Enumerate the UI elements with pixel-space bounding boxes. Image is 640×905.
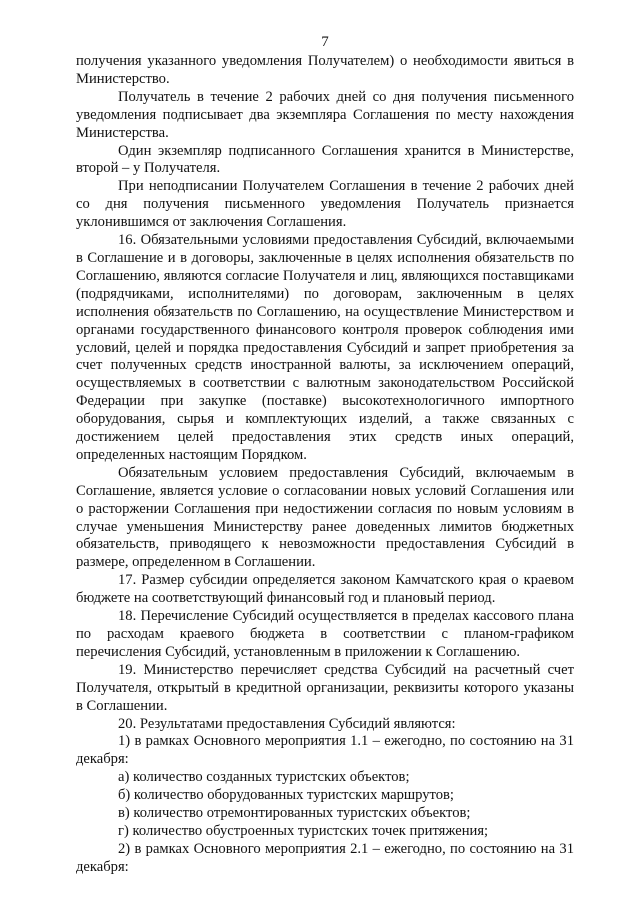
list-item: г) количество обустроенных туристских точек притяжения; <box>118 822 489 839</box>
paragraph: 1) в рамках Основного мероприятия 1.1 – ежегодно, по состоянию на 31 декабря: <box>76 733 574 768</box>
paragraph: 19. Министерство перечисляет средства Субсидий на расчетный счет Получателя, открытый в кредитной организации, реквизиты которого указаны в Соглашении. <box>76 661 574 714</box>
body-text <box>76 53 574 877</box>
paragraph: получения указанного уведомления Получателем) о необходимости явиться в Министерство. <box>76 53 574 87</box>
paragraph: 20. Результатами предоставления Субсидий являются: <box>118 715 456 732</box>
list-item: б) количество оборудованных туристских маршрутов; <box>118 787 454 804</box>
paragraph: При неподписании Получателем Соглашения в течение 2 рабочих дней со дня получения письменного уведомления Получатель признается уклонившимся от заключения Соглашения. <box>76 178 574 231</box>
page-number: 7 <box>321 34 329 50</box>
paragraph: Один экземпляр подписанного Соглашения хранится в Министерстве, второй – у Получателя. <box>76 142 574 177</box>
paragraph: 17. Размер субсидии определяется законом Камчатского края о краевом бюджете на соответствующий финансовый год и плановый период. <box>76 572 574 607</box>
paragraph: 2) в рамках Основного мероприятия 2.1 – ежегодно, по состоянию на 31 декабря: <box>76 840 574 875</box>
paragraph: 16. Обязательными условиями предоставления Субсидий, включаемыми в Соглашение и в договоры, заключенные в целях исполнения обязательств по Соглашению, являются согласие Получателя и лиц, являющихся поставщиками (подрядчиками, исполнителями) по договорам, заключенным в целях исполнения обязательств по Соглашению, на осуществление Министерством и органами государственного финансового контроля проверок соблюдения ими условий, целей и порядка предоставления Субсидий и запрет приобретения за счет полученных средств иностранной валюты, за исключением операций, осуществляемых в соответствии с валютным законодательством Российской Федерации при закупке (поставке) высокотехнологичного импортного оборудования, сырья и комплектующих изделий, а также связанных с достижением целей предоставления этих средств иных операций, определенных настоящим Порядком. <box>76 232 574 463</box>
paragraph: Получатель в течение 2 рабочих дней со дня получения письменного уведомления подписывает два экземпляра Соглашения по месту нахождения Министерства. <box>76 88 574 141</box>
paragraph: 18. Перечисление Субсидий осуществляется в пределах кассового плана по расходам краевого бюджета в соответствии с планом-графиком перечисления Субсидий, установленным в приложении к Соглашению. <box>76 608 574 660</box>
list-item: в) количество отремонтированных туристских объектов; <box>118 805 471 822</box>
paragraph: Обязательным условием предоставления Субсидий, включаемым в Соглашение, является условие о согласовании новых условий Соглашения или о расторжении Соглашения при недостижении согласия по новым условиям в случае уменьшения Министерству ранее доведенных лимитов бюджетных обязательств, приводящего к невозможности предоставления Субсидий в размере, определенном в Соглашении. <box>76 464 574 571</box>
list-item: а) количество созданных туристских объектов; <box>118 769 410 786</box>
